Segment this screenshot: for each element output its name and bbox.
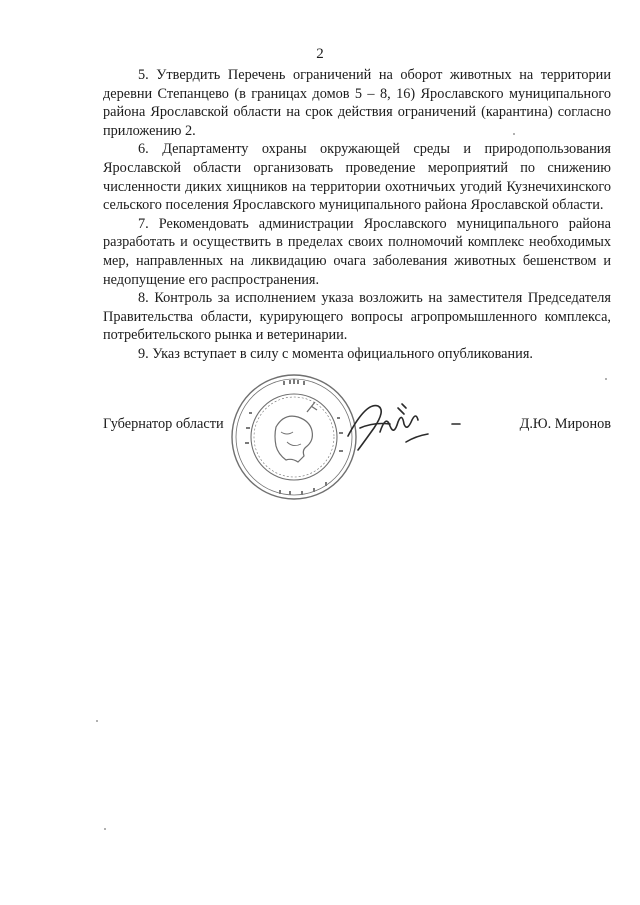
paragraph-number: 5. bbox=[138, 67, 149, 83]
paragraph-text: Рекомендовать администрации Ярославского муниципального района разработать и осуществить в пределах своих полномочий комплекс необходимых мер, направленных на ликвидацию очага заболевания животных бешенством и недопущение его распространения. bbox=[103, 215, 611, 288]
paragraph-8 bbox=[103, 289, 611, 345]
scan-speck bbox=[513, 133, 515, 135]
paragraph-7 bbox=[103, 215, 611, 289]
signatory-name: Д.Ю. Миронов bbox=[519, 416, 611, 432]
paragraph-number: 8. bbox=[138, 290, 149, 307]
paragraph-text: Указ вступает в силу с момента официального опубликования. bbox=[152, 345, 533, 362]
paragraph-text: Контроль за исполнением указа возложить на заместителя Председателя Правительства области, курирующего вопросы агропромышленного комплекса, потребительского рынка и ветеринарии. bbox=[103, 290, 611, 344]
paragraph-6 bbox=[103, 140, 611, 214]
paragraph-number: 9. bbox=[138, 345, 149, 362]
document-body bbox=[103, 66, 611, 364]
paragraph-number: 7. bbox=[138, 215, 149, 232]
signature-block bbox=[103, 416, 611, 440]
paragraph-text: Департаменту охраны окружающей среды и природопользования Ярославской области организовать проведение мероприятий по снижению численности диких хищников на территории охотничьих угодий Кузнечихинского сельского поселения Ярославского муниципального района Ярославской области. bbox=[103, 141, 611, 214]
scan-speck bbox=[104, 828, 106, 830]
paragraph-number: 6. bbox=[138, 141, 149, 158]
scan-speck bbox=[96, 720, 98, 722]
scan-speck bbox=[605, 378, 607, 380]
page-number: 2 bbox=[316, 46, 324, 62]
signatory-role: Губернатор области bbox=[103, 416, 224, 432]
paragraph-5 bbox=[103, 66, 611, 140]
paragraph-text: Утвердить Перечень ограничений на оборот животных на территории деревни Степанцево (в границах домов 5 – 8, 16) Ярославского муниципального района Ярославской области на срок действия ограничений (карантина) согласно приложению 2. bbox=[103, 67, 611, 139]
paragraph-9 bbox=[103, 345, 611, 364]
